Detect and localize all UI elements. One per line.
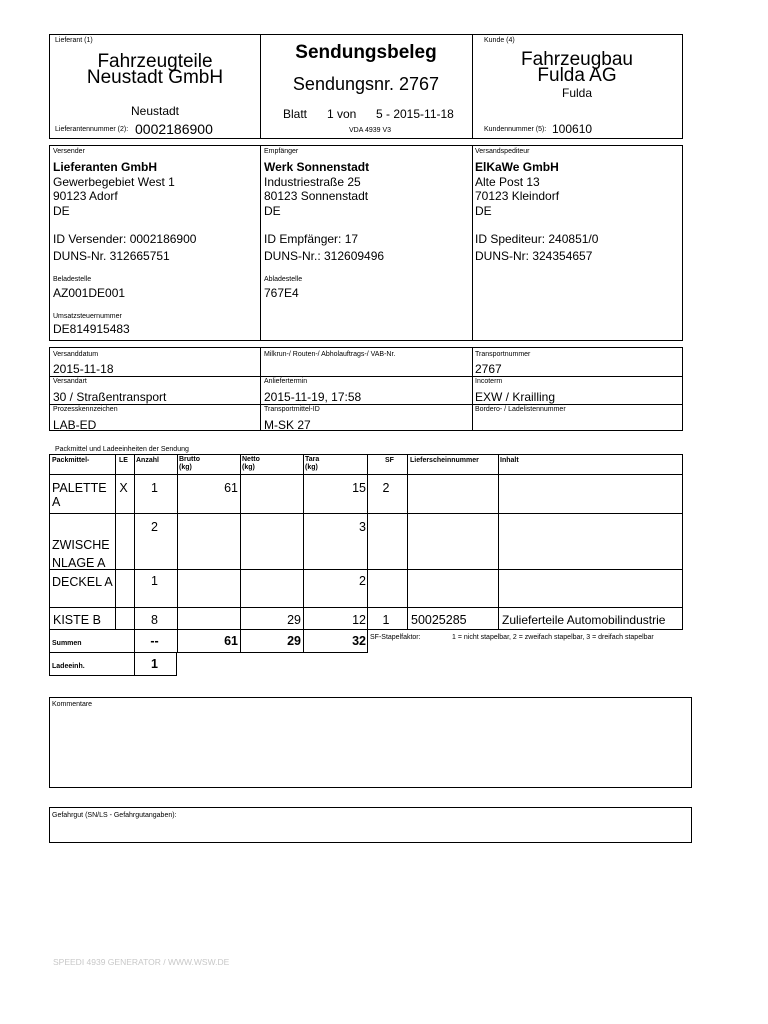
row1-sf: 2 (382, 481, 390, 495)
col-header-brutto: Brutto (kg) (179, 456, 200, 471)
sums-label: Summen (52, 640, 82, 647)
row1-brutto: 61 (224, 481, 238, 495)
recipient-duns: DUNS-Nr.: 312609496 (264, 249, 385, 263)
sheet-current: 1 von (327, 107, 357, 121)
ship-type-label: Versandart (53, 378, 87, 385)
row4-netto: 29 (287, 613, 301, 627)
forwarder-duns: DUNS-Nr: 324354657 (475, 249, 593, 263)
process-label: Prozesskennzeichen (53, 406, 118, 413)
vehicle-label: Transportmittel-ID (264, 406, 320, 413)
sf-legend-label: SF-Stapelfaktor: (370, 634, 421, 641)
load-units-value: 1 (151, 657, 158, 671)
col-header-packmittel: Packmittel- (52, 457, 90, 464)
row1-anzahl: 1 (151, 481, 158, 495)
vehicle-id: M-SK 27 (264, 418, 311, 432)
unloading-point-label: Abladestelle (264, 276, 303, 283)
sender-id: ID Versender: 0002186900 (53, 232, 197, 246)
forwarder-name: ElKaWe GmbH (475, 160, 559, 174)
supplier-number-label: Lieferantennummer (2): (55, 126, 129, 133)
recipient-label: Empfänger (264, 148, 299, 155)
row4-sf: 1 (382, 613, 390, 627)
delivery-date: 2015-11-19, 17:58 (264, 390, 362, 404)
supplier-number: 0002186900 (135, 121, 213, 137)
supplier-name-line1: Fahrzeugteile (97, 51, 213, 72)
row4-anzahl: 8 (151, 613, 158, 627)
forwarder-street: Alte Post 13 (475, 175, 540, 189)
row3-tara: 2 (359, 574, 366, 588)
sender-name: Lieferanten GmbH (53, 160, 158, 174)
incoterm-label: Incoterm (475, 378, 503, 385)
bordero-label: Bordero- / Ladelistennummer (475, 406, 566, 413)
transport-number: 2767 (475, 362, 502, 376)
process-code: LAB-ED (53, 418, 97, 432)
row3-packmittel: DECKEL A (52, 575, 113, 589)
col-header-le: LE (119, 457, 128, 464)
row3-anzahl: 1 (151, 574, 158, 588)
customer-number-label: Kundennummer (5): (484, 126, 547, 133)
sum-brutto: 61 (224, 634, 238, 648)
recipient-country: DE (264, 204, 281, 218)
sum-anzahl: -- (150, 634, 159, 648)
sheet-date: 5 - 2015-11-18 (376, 107, 454, 121)
col-header-inhalt: Inhalt (500, 457, 519, 464)
loading-point: AZ001DE001 (53, 286, 126, 300)
vat-number: DE814915483 (53, 322, 130, 336)
ship-date: 2015-11-18 (53, 362, 114, 376)
sender-street: Gewerbegebiet West 1 (53, 175, 175, 189)
recipient-id: ID Empfänger: 17 (264, 232, 359, 246)
supplier-name-line2: Neustadt GmbH (86, 67, 224, 88)
row1-packmittel: PALETTE A (52, 481, 107, 509)
customer-name-line2: Fulda AG (537, 65, 617, 86)
row4-tara: 12 (352, 613, 366, 627)
unloading-point: 767E4 (264, 286, 299, 300)
row2-packmittel: ZWISCHENLAGE A (52, 538, 110, 570)
sender-country: DE (53, 204, 70, 218)
document-title: Sendungsbeleg (295, 42, 437, 63)
sender-city: 90123 Adorf (53, 189, 118, 203)
transport-block (49, 347, 683, 431)
row2-anzahl: 2 (151, 520, 158, 534)
sum-netto: 29 (287, 634, 301, 648)
delivery-label: Anliefertermin (264, 378, 308, 385)
transport-number-label: Transportnummer (475, 351, 531, 358)
col-header-anzahl: Anzahl (136, 457, 159, 464)
ship-date-label: Versanddatum (53, 351, 99, 358)
recipient-name: Werk Sonnenstadt (264, 160, 370, 174)
forwarder-label: Versandspediteur (475, 148, 530, 155)
packaging-caption: Packmittel und Ladeeinheiten der Sendung (55, 446, 189, 453)
forwarder-id: ID Spediteur: 240851/0 (475, 232, 599, 246)
sender-duns: DUNS-Nr. 312665751 (53, 249, 170, 263)
row4-packmittel: KISTE B (53, 613, 101, 627)
sf-legend: 1 = nicht stapelbar, 2 = zweifach stapelbar, 3 = dreifach stapelbar (452, 634, 654, 641)
row1-le: X (119, 481, 128, 495)
ship-type: 30 / Straßentransport (53, 390, 167, 404)
col-header-sf: SF (385, 457, 394, 464)
generator-footer: SPEEDI 4939 GENERATOR / WWW.WSW.DE (53, 957, 230, 967)
supplier-label: Lieferant (1) (55, 37, 93, 44)
recipient-street: Industriestraße 25 (264, 175, 361, 189)
customer-number: 100610 (552, 122, 593, 136)
sender-label: Versender (53, 148, 85, 155)
customer-name-line1: Fahrzeugbau (521, 49, 633, 70)
recipient-city: 80123 Sonnenstadt (264, 189, 369, 203)
comments-label: Kommentare (52, 701, 93, 708)
incoterm: EXW / Krailling (475, 390, 556, 404)
forwarder-country: DE (475, 204, 492, 218)
row4-inhalt: Zulieferteile Automobilindustrie (502, 613, 666, 627)
sum-tara: 32 (352, 634, 366, 648)
col-header-lieferschein: Lieferscheinnummer (410, 457, 479, 464)
col-header-tara: Tara (kg) (305, 456, 320, 471)
sheet-label: Blatt (283, 107, 308, 121)
row1-tara: 15 (352, 481, 366, 495)
customer-city: Fulda (561, 86, 593, 100)
row4-lieferschein: 50025285 (411, 613, 467, 627)
shipment-number: Sendungsnr. 2767 (292, 74, 440, 94)
loading-point-label: Beladestelle (53, 276, 92, 283)
vat-label: Umsatzsteuernummer (53, 313, 122, 320)
milkrun-label: Milkrun-/ Routen-/ Abholauftrags-/ VAB-Nr. (264, 351, 396, 358)
hazard-label: Gefahrgut (SN/LS - Gefahrgutangaben): (52, 812, 177, 819)
row2-tara: 3 (359, 520, 366, 534)
load-units-label: Ladeeinh. (52, 663, 85, 670)
vda-version: VDA 4939 V3 (349, 127, 392, 134)
forwarder-city: 70123 Kleindorf (475, 189, 560, 203)
supplier-city: Neustadt (130, 104, 180, 118)
comments-box (49, 697, 692, 788)
customer-label: Kunde (4) (484, 37, 515, 44)
col-header-netto: Netto (kg) (242, 456, 260, 471)
